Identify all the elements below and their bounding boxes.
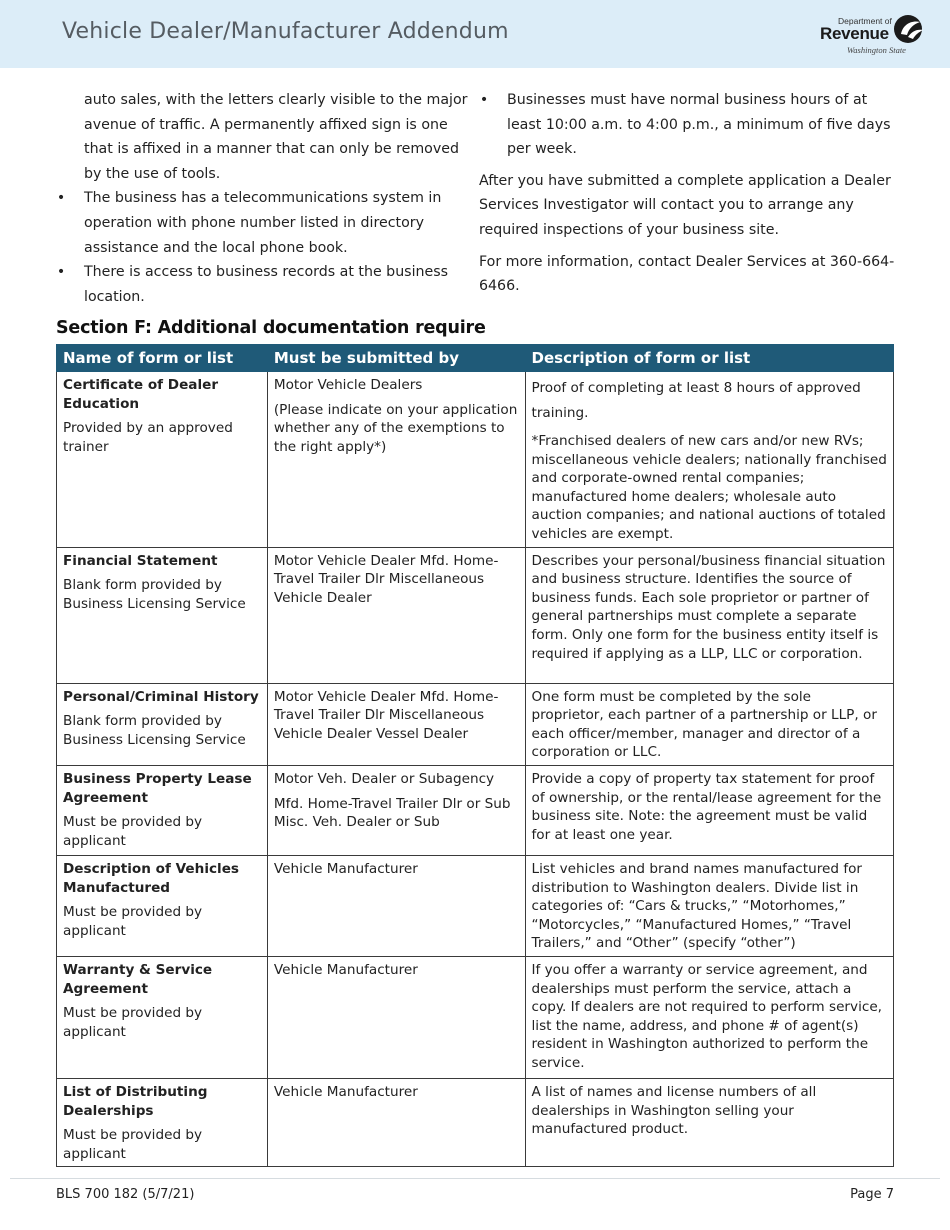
form-source: Must be provided by applicant: [63, 904, 203, 939]
form-source: Blank form provided by Business Licensing Service: [63, 577, 246, 612]
form-source: Provided by an approved trainer: [63, 420, 233, 455]
description-cell: [525, 1078, 893, 1166]
form-name-cell: [57, 855, 268, 956]
form-name-cell: [57, 683, 268, 765]
table-row: [57, 855, 894, 956]
table-row: [57, 683, 894, 765]
bullet-icon: •: [479, 92, 489, 108]
list-item: [479, 88, 904, 162]
description-cell: [525, 855, 893, 956]
description: A list of names and license numbers of all dealerships in Washington selling your manufactured product.: [531, 1083, 817, 1138]
table-row: [57, 372, 894, 548]
page-header: [0, 0, 950, 68]
submitted-by: Motor Veh. Dealer or Subagency: [273, 770, 495, 787]
paragraph: For more information, contact Dealer Services at 360-664-6466.: [479, 253, 895, 295]
table-header-row: [57, 345, 894, 372]
submitted-by: Motor Vehicle Dealer Mfd. Home-Travel Trailer Dlr Miscellaneous Vehicle Dealer Vessel Dealer: [273, 688, 499, 742]
list-item-text: Businesses must have normal business hours of at least 10:00 a.m. to 4:00 p.m., a minimum of five days per week.: [507, 92, 891, 158]
submitted-by-cell: [267, 547, 525, 683]
logo-department: Department of: [838, 16, 892, 26]
list-item-text: The business has a telecommunications system in operation with phone number listed in directory assistance and the local phone book.: [84, 190, 442, 256]
form-name-cell: [57, 372, 268, 548]
form-source: Blank form provided by Business Licensing Service: [63, 713, 246, 748]
form-name-cell: [57, 956, 268, 1078]
table-row: [57, 1078, 894, 1166]
paragraph: After you have submitted a complete application a Dealer Services Investigator will contact you to arrange any required inspections of your business site.: [479, 172, 891, 238]
form-name: Certificate of Dealer Education: [63, 377, 219, 412]
form-source: Must be provided by applicant: [63, 1005, 203, 1040]
revenue-swoosh-icon: [892, 13, 926, 45]
description-cell: [525, 956, 893, 1078]
logo-name: Revenue: [820, 24, 889, 43]
bullet-icon: •: [56, 190, 66, 207]
table-row: [57, 765, 894, 855]
form-name: List of Distributing Dealerships: [63, 1083, 208, 1119]
list-item: [56, 186, 476, 260]
submitted-by-alt: Mfd. Home-Travel Trailer Dlr or Sub Misc. Veh. Dealer or Sub: [273, 795, 511, 831]
submitted-by-note: (Please indicate on your application whether any of the exemptions to the right apply*): [273, 401, 518, 455]
bullet-icon: •: [56, 264, 66, 281]
form-source: Must be provided by applicant: [63, 1127, 203, 1162]
submitted-by: Motor Vehicle Dealer Mfd. Home-Travel Trailer Dlr Miscellaneous Vehicle Dealer: [273, 552, 499, 606]
right-column: [479, 88, 904, 306]
form-source: Must be provided by applicant: [63, 814, 203, 849]
submitted-by: Vehicle Manufacturer: [273, 1083, 418, 1100]
form-name: Warranty & Service Agreement: [63, 961, 213, 997]
table-row: [57, 547, 894, 683]
form-name: Financial Statement: [63, 552, 218, 569]
submitted-by-cell: [267, 855, 525, 956]
logo-state: Washington State: [847, 45, 906, 55]
form-name-cell: [57, 765, 268, 855]
submitted-by: Vehicle Manufacturer: [273, 860, 418, 877]
documentation-table: [56, 344, 894, 1167]
description: Proof of completing at least 8 hours of approved training.: [531, 380, 861, 421]
description-cell: [525, 547, 893, 683]
submitted-by-cell: [267, 683, 525, 765]
description: Describes your personal/business financial situation and business structure. Identifies the source of business funds. Each sole proprietor or partner of general partnerships must complete a separate form. Only one form for the business entity itself is required if applying as a LLP, LLC or corporation.: [531, 552, 886, 662]
description: List vehicles and brand names manufactured for distribution to Washington dealers. Divide list in categories of: “Cars & trucks,” “Motorhomes,” “Motorcycles,” “Manufactured Homes,” “Travel Trailers,” and “Other” (specify “other”): [531, 860, 863, 952]
submitted-by: Vehicle Manufacturer: [273, 961, 418, 978]
section-title: Section F: Additional documentation require: [56, 318, 486, 338]
description-cell: [525, 765, 893, 855]
submitted-by-cell: [267, 1078, 525, 1166]
list-item-text: There is access to business records at the business location.: [84, 264, 449, 305]
submitted-by: Motor Vehicle Dealers: [273, 377, 423, 393]
column-header: Name of form or list: [57, 345, 268, 372]
footer-divider: [10, 1178, 940, 1179]
continued-bullet-text: auto sales, with the letters clearly visible to the major avenue of traffic. A permanently affixed sign is one that is affixed in a manner that can only be removed by the use of tools.: [84, 92, 468, 182]
description: Provide a copy of property tax statement for proof of ownership, or the rental/lease agreement for the business site. Note: the agreement must be valid for at least one year.: [531, 770, 882, 843]
page-number: Page 7: [850, 1187, 894, 1202]
column-header: Description of form or list: [525, 345, 893, 372]
form-name-cell: [57, 1078, 268, 1166]
description-note: *Franchised dealers of new cars and/or new RVs; miscellaneous vehicle dealers; nationally franchised and corporate-owned rental companies; manufactured home dealers; wholesale auto auction companies; and national auctions of totaled vehicles are exempt.: [531, 433, 887, 542]
description-cell: [525, 683, 893, 765]
description: If you offer a warranty or service agreement, and dealerships must perform the service, attach a copy. If dealers are not required to perform service, list the name, address, and phone # of agent(s) resident in Washington authorized to perform the service.: [531, 961, 882, 1071]
submitted-by-cell: [267, 765, 525, 855]
form-name: Personal/Criminal History: [63, 688, 259, 705]
list-item: [56, 260, 476, 309]
form-name: Description of Vehicles Manufactured: [63, 860, 240, 896]
revenue-logo: [818, 13, 930, 59]
page-title: Vehicle Dealer/Manufacturer Addendum: [62, 19, 509, 44]
form-name-cell: [57, 547, 268, 683]
description-cell: [525, 372, 893, 548]
description: One form must be completed by the sole proprietor, each partner of a partnership or LLP, or each officer/member, manager and director of a corporation or LLC.: [531, 688, 877, 761]
form-number: BLS 700 182 (5/7/21): [56, 1187, 195, 1202]
form-name: Business Property Lease Agreement: [63, 770, 252, 806]
column-header: Must be submitted by: [267, 345, 525, 372]
submitted-by-cell: [267, 372, 525, 548]
submitted-by-cell: [267, 956, 525, 1078]
table-row: [57, 956, 894, 1078]
left-column: [56, 88, 476, 309]
